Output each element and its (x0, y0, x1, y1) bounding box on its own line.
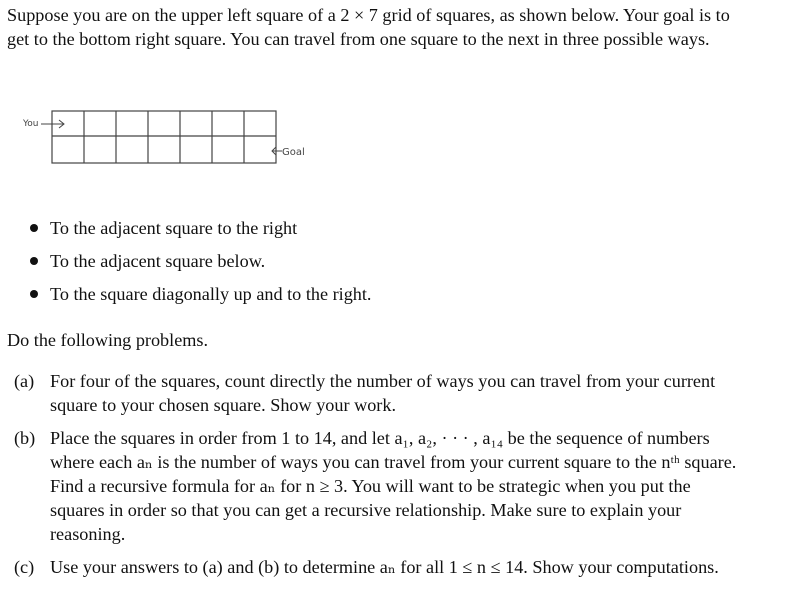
movement-list (30, 216, 371, 315)
bullet-icon (30, 257, 38, 265)
grid-figure (14, 103, 334, 173)
goal-label: Goal (282, 147, 305, 158)
problems-prompt: Do the following problems. (7, 330, 209, 350)
bullet-icon (30, 290, 38, 298)
intro-paragraph: Suppose you are on the upper left square of a 2 × 7 grid of squares, as shown below. Your goal is to get to the bottom right square. You can travel from one square to the next in three possible ways. (7, 5, 730, 49)
problem-label: (c) (14, 557, 35, 577)
problem-text: Place the squares in order from 1 to 14, and let a₁, a₂, · · · , a₁₄ be the sequence of numbers where each aₙ is the number of ways you can travel from your current square to the nᵗʰ square. Find a recursive formula for aₙ for n ≥ 3. You will want to be strategic when you put the squares in order so that you can get a recursive relationship. Make sure to explain your reasoning. (50, 428, 737, 544)
bullet-icon (30, 224, 38, 232)
list-item: To the square diagonally up and to the right. (30, 282, 371, 315)
problem-text: For four of the squares, count directly the number of ways you can travel from your current square to your chosen square. Show your work. (50, 371, 716, 415)
goal-arrow-icon (272, 147, 282, 155)
list-item: To the adjacent square below. (30, 249, 371, 282)
problem-label: (b) (14, 428, 36, 448)
list-item: To the adjacent square to the right (30, 216, 371, 249)
start-label: You (23, 119, 39, 129)
problem-label: (a) (14, 371, 35, 391)
problem-text: Use your answers to (a) and (b) to determine aₙ for all 1 ≤ n ≤ 14. Show your computations. (50, 557, 719, 577)
grid-outline (52, 111, 276, 163)
grid (52, 111, 276, 163)
